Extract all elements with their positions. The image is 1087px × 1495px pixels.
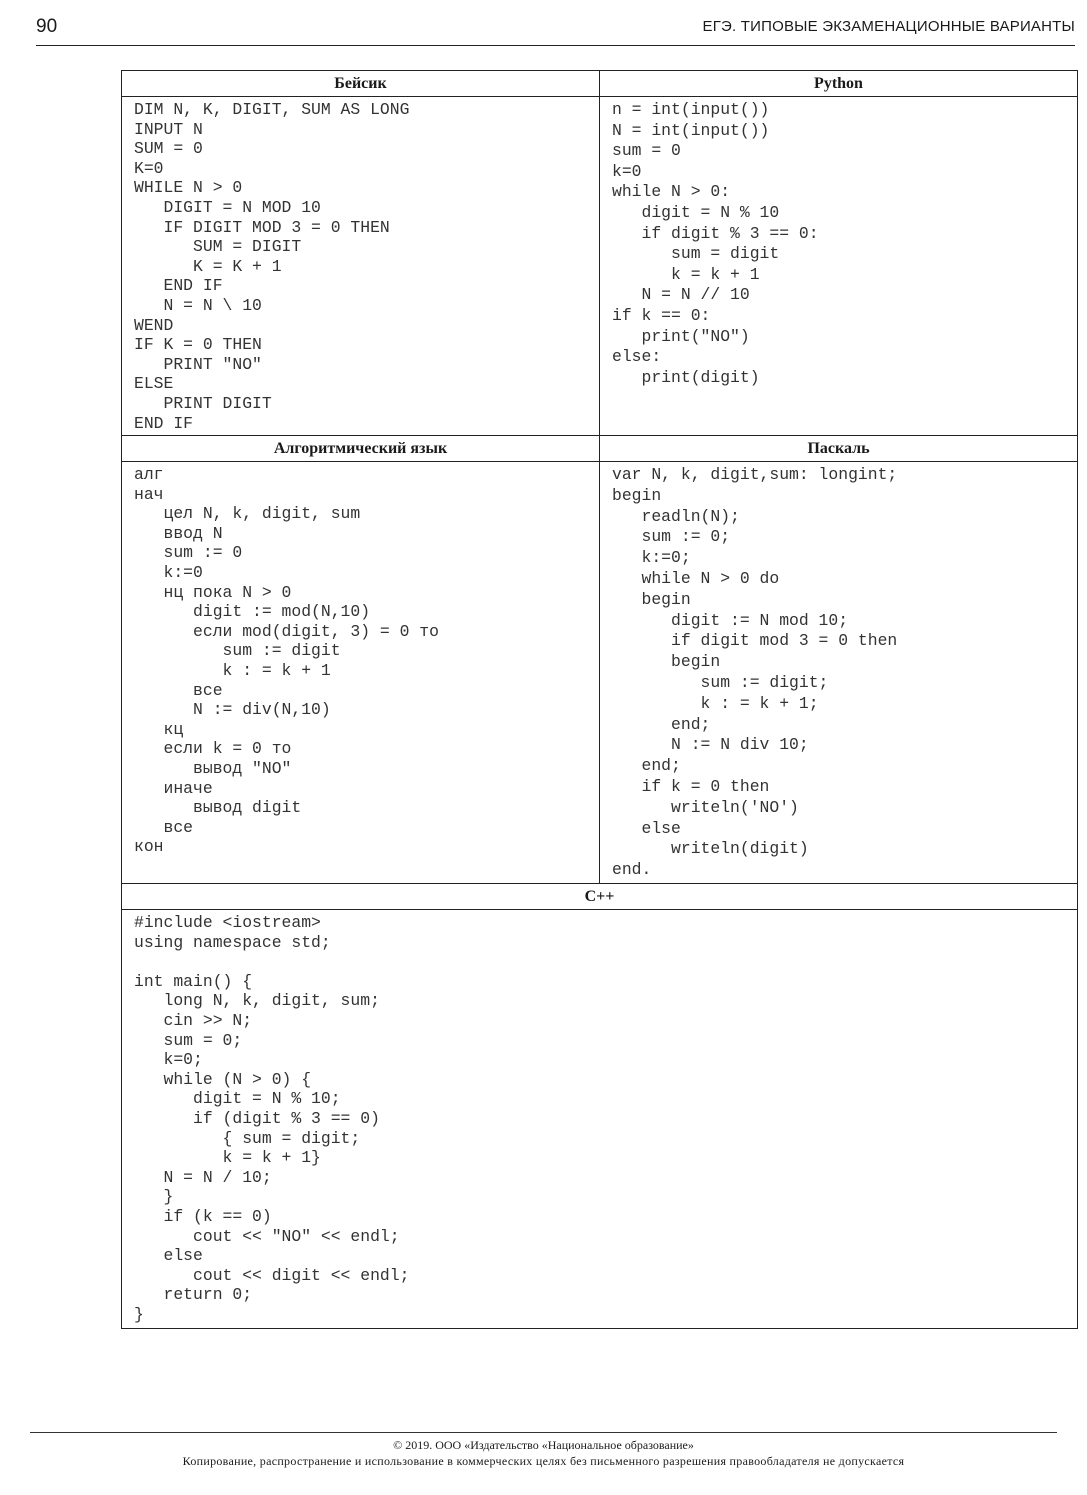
- basic-cell: [122, 97, 600, 436]
- running-head: ЕГЭ. ТИПОВЫЕ ЭКЗАМЕНАЦИОННЫЕ ВАРИАНТЫ: [702, 18, 1075, 35]
- code-row-middle: [122, 462, 1078, 884]
- header-row-top: [122, 71, 1078, 97]
- code-listing-table: [121, 70, 1078, 1329]
- header-row-bottom: [122, 884, 1078, 910]
- footer-copyright: © 2019. ООО «Издательство «Национальное образование»: [393, 1438, 694, 1452]
- cpp-cell: [122, 910, 1078, 1329]
- algo-cell: [122, 462, 600, 884]
- cpp-header: C++: [122, 884, 1078, 910]
- pascal-header: Паскаль: [600, 436, 1078, 462]
- pascal-code: var N, k, digit,sum: longint; begin readln(N); sum := 0; k:=0; while N > 0 do begin digit := N mod 10; if digit mod 3 = 0 then begin sum := digit; k : = k + 1; end; N := N div 10; end; if k = 0 then writeln('NO') else writeln(digit) end.: [612, 465, 898, 880]
- header-divider: [36, 45, 1075, 46]
- cpp-code: #include <iostream> using namespace std; int main() { long N, k, digit, sum; cin >> N; sum = 0; k=0; while (N > 0) { digit = N % 10; if (digit % 3 == 0) { sum = digit; k = k + 1} N = N / 10; } if (k == 0) cout << "NO" << endl; else cout << digit << endl; return 0; }: [134, 913, 410, 1324]
- algo-header: Алгоритмический язык: [122, 436, 600, 462]
- footer-legal-notice: Копирование, распространение и использование в коммерческих целях без письменного разрешения правообладателя не допускается: [182, 1454, 905, 1468]
- python-cell: [600, 97, 1078, 436]
- header-row-middle: [122, 436, 1078, 462]
- footer-divider: [30, 1432, 1057, 1433]
- python-code: n = int(input()) N = int(input()) sum = 0 k=0 while N > 0: digit = N % 10 if digit % 3 == 0: sum = digit k = k + 1 N = N // 10 if k == 0: print("NO") else: print(digit): [612, 100, 819, 387]
- python-header: Python: [600, 71, 1078, 97]
- algo-code: алг нач цел N, k, digit, sum ввод N sum := 0 k:=0 нц пока N > 0 digit := mod(N,10) если mod(digit, 3) = 0 то sum := digit k : = k + 1 все N := div(N,10) кц если k = 0 то вывод "NO" иначе вывод digit все кон: [134, 465, 439, 857]
- pascal-cell: [600, 462, 1078, 884]
- page-number: 90: [36, 16, 58, 37]
- basic-code: DIM N, K, DIGIT, SUM AS LONG INPUT N SUM = 0 K=0 WHILE N > 0 DIGIT = N MOD 10 IF DIGIT MOD 3 = 0 THEN SUM = DIGIT K = K + 1 END IF N = N \ 10 WEND IF K = 0 THEN PRINT "NO" ELSE PRINT DIGIT END IF: [134, 100, 410, 433]
- basic-header: Бейсик: [122, 71, 600, 97]
- code-row-top: [122, 97, 1078, 436]
- code-row-bottom: [122, 910, 1078, 1329]
